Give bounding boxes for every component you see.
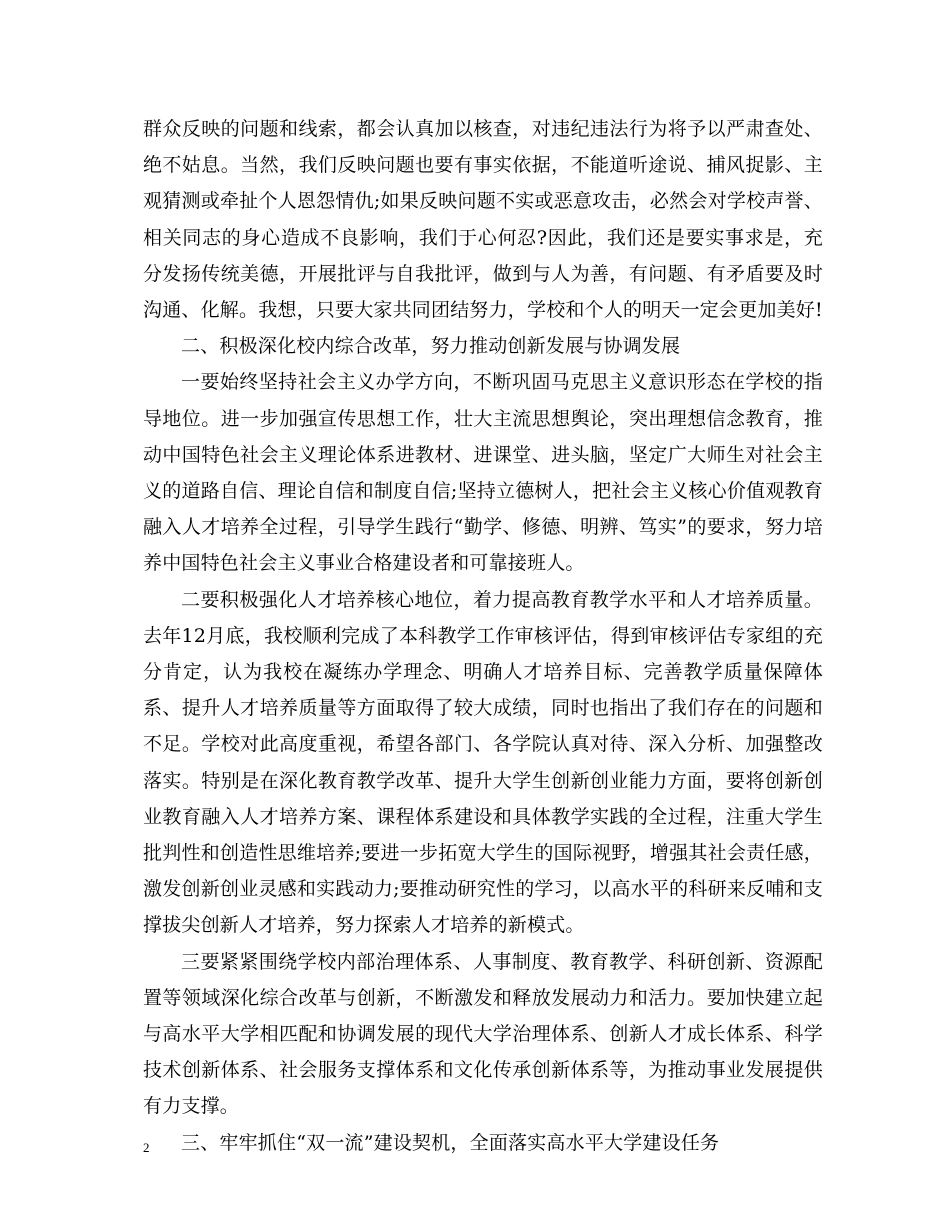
paragraph-continuation: 群众反映的问题和线索，都会认真加以核查，对违纪违法行为将予以严肃查处、绝不姑息。当然，我们反映问题也要有事实依据，不能道听途说、捕风捉影、主观猜测或牵扯个人恩怨情仇;如果反映问题不实或恶意攻击，必然会对学校声誉、相关同志的身心造成不良影响，我们于心何忍?因此，我们还是要实事求是，充分发扬传统美德，开展批评与自我批评，做到与人为善，有问题、有矛盾要及时沟通、化解。我想，只要大家共同团结努力，学校和个人的明天一定会更加美好! [143, 118, 823, 322]
paragraph-talent-cultivation: 二要积极强化人才培养核心地位，着力提高教育教学水平和人才培养质量。去年12月底，我校顺利完成了本科教学工作审核评估，得到审核评估专家组的充分肯定，认为我校在凝练办学理念、明确人才培养目标、完善教学质量保障体系、提升人才培养质量等方面取得了较大成绩，同时也指出了我们存在的问题和不足。学校对此高度重视，希望各部门、各学院认真对待、深入分析、加强整改落实。特别是在深化教育教学改革、提升大学生创新创业能力方面，要将创新创业教育融入人才培养方案、课程体系建设和具体教学实践的全过程，注重大学生批判性和创造性思维培养;要进一步拓宽大学生的国际视野，增强其社会责任感，激发创新创业灵感和实践动力;要推动研究性的学习，以高水平的科研来反哺和支撑拔尖创新人才培养，努力探索人才培养的新模式。 [143, 588, 823, 937]
document-body [143, 111, 823, 1161]
page-number: 2 [143, 1140, 150, 1155]
section-heading-3: 三、牢牢抓住“双一流”建设契机，全面落实高水平大学建设任务 [181, 1131, 720, 1154]
section-heading-2: 二、积极深化校内综合改革，努力推动创新发展与协调发展 [181, 335, 681, 358]
paragraph-comprehensive-reform: 三要紧紧围绕学校内部治理体系、人事制度、教育教学、科研创新、资源配置等领域深化综合改革与创新，不断激发和释放发展动力和活力。要加快建立起与高水平大学相匹配和协调发展的现代大学治理体系、创新人才成长体系、科学技术创新体系、社会服务支撑体系和文化传承创新体系等，为推动事业发展提供有力支撑。 [143, 950, 823, 1118]
paragraph-socialist-direction: 一要始终坚持社会主义办学方向，不断巩固马克思主义意识形态在学校的指导地位。进一步加强宣传思想工作，壮大主流思想舆论，突出理想信念教育，推动中国特色社会主义理论体系进教材、进课堂、进头脑，坚定广大师生对社会主义的道路自信、理论自信和制度自信;坚持立德树人，把社会主义核心价值观教育融入人才培养全过程，引导学生践行“勤学、修德、明辨、笃实”的要求，努力培养中国特色社会主义事业合格建设者和可靠接班人。 [143, 371, 823, 575]
